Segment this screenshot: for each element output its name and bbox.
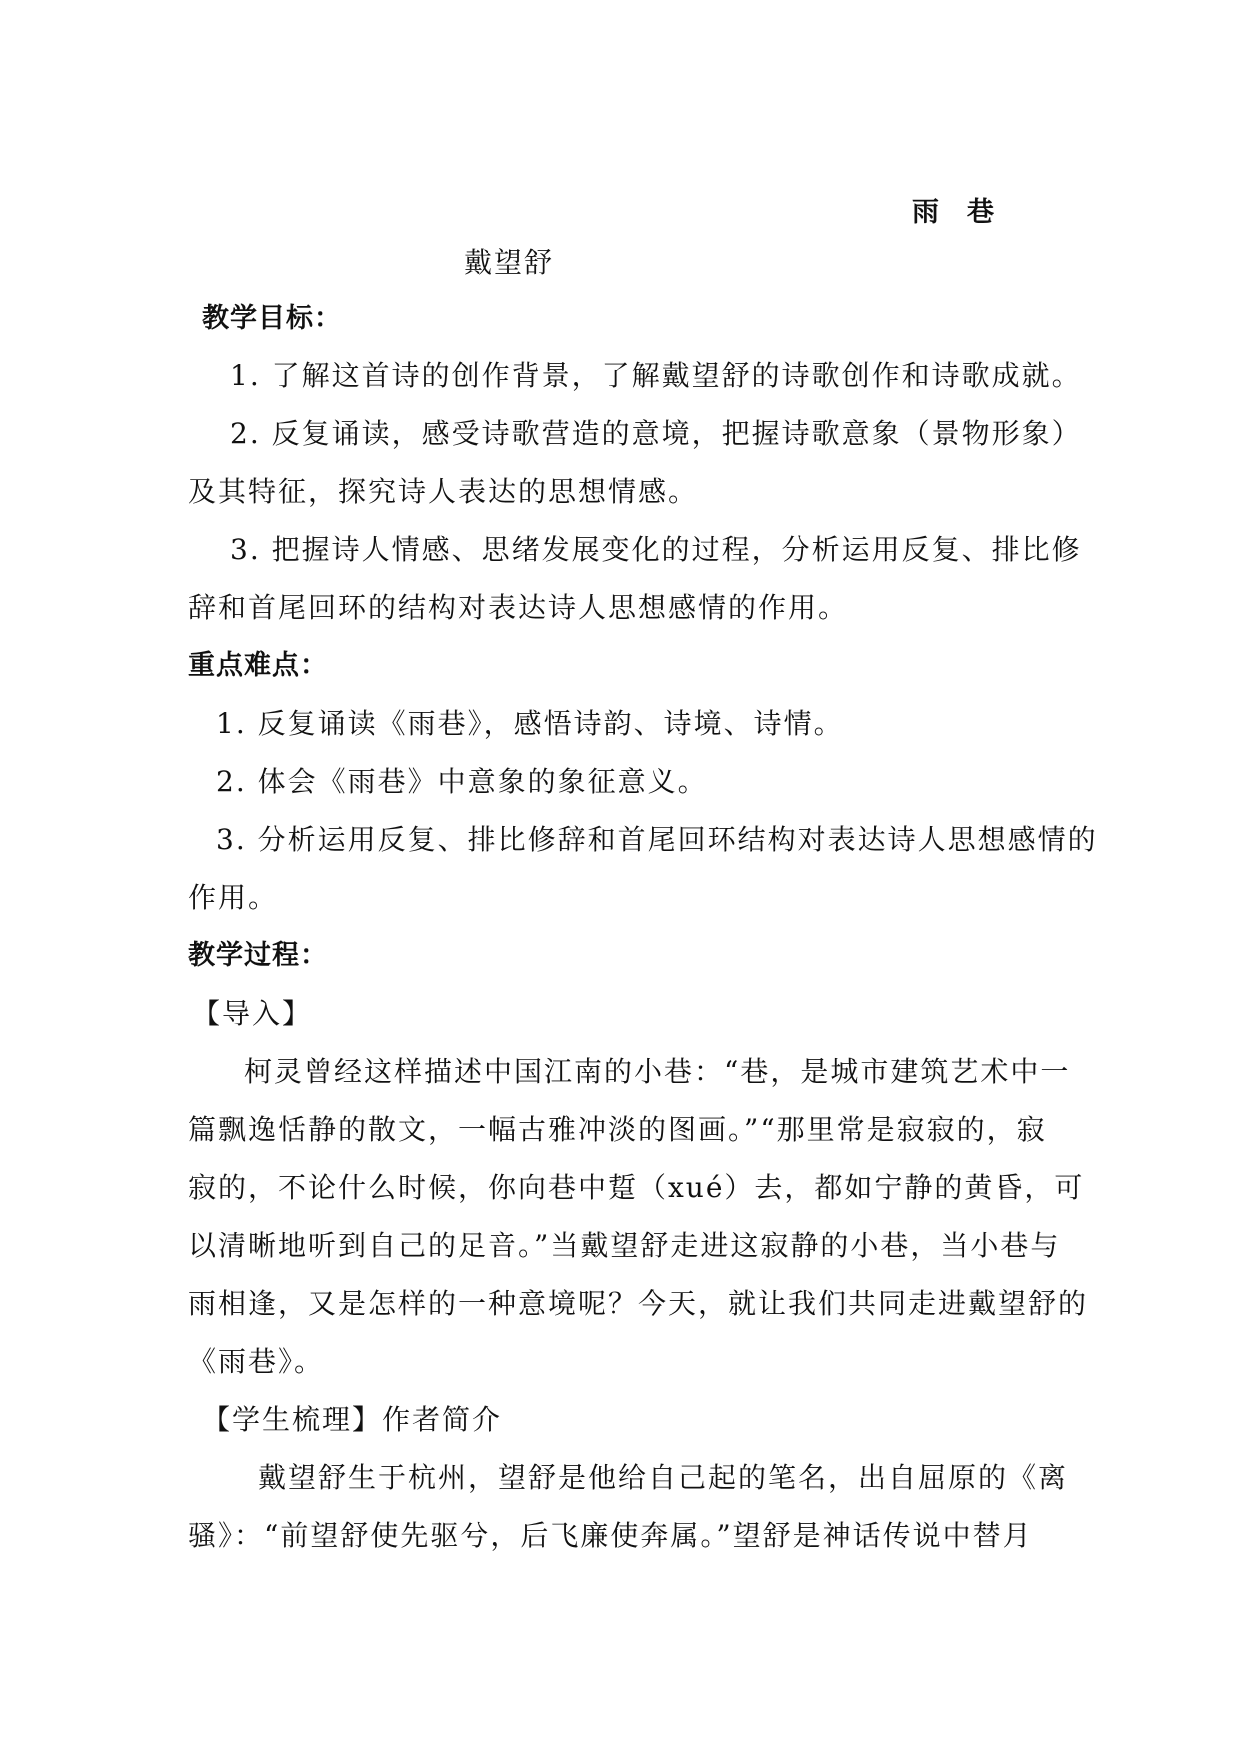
objective-item-1: 1. 了解这首诗的创作背景，了解戴望舒的诗歌创作和诗歌成就。 — [230, 359, 1082, 392]
intro-line-3: 寂的，不论什么时候，你向巷中踅（xué）去，都如宁静的黄昏，可 — [188, 1171, 1085, 1204]
objective-item-3-cont: 辞和首尾回环的结构对表达诗人思想感情的作用。 — [188, 591, 849, 624]
document-title — [912, 195, 994, 231]
intro-line-4: 以清晰地听到自己的足音。”当戴望舒走进这寂静的小巷，当小巷与 — [188, 1229, 1061, 1262]
bio-line-1: 戴望舒生于杭州，望舒是他给自己起的笔名，出自屈原的《离 — [258, 1461, 1069, 1494]
title-char-2: 巷 — [967, 197, 994, 228]
key-point-item-3: 3. 分析运用反复、排比修辞和首尾回环结构对表达诗人思想感情的 — [216, 823, 1098, 856]
intro-line-1: 柯灵曾经这样描述中国江南的小巷：“巷，是城市建筑艺术中一 — [244, 1055, 1071, 1088]
objective-item-2: 2. 反复诵读，感受诗歌营造的意境，把握诗歌意象（景物形象） — [230, 417, 1082, 450]
author-name: 戴望舒 — [464, 246, 555, 279]
key-point-item-2: 2. 体会《雨巷》中意象的象征意义。 — [216, 765, 708, 798]
intro-heading: 【导入】 — [192, 997, 313, 1030]
key-points-heading: 重点难点： — [188, 650, 328, 681]
objective-item-2-cont: 及其特征，探究诗人表达的思想情感。 — [188, 475, 699, 508]
key-point-item-3-cont: 作用。 — [188, 881, 279, 914]
key-point-item-1: 1. 反复诵读《雨巷》，感悟诗韵、诗境、诗情。 — [216, 707, 844, 740]
student-review-heading: 【学生梳理】作者简介 — [202, 1403, 503, 1436]
objectives-heading: 教学目标： — [202, 303, 342, 334]
intro-line-2: 篇飘逸恬静的散文，一幅古雅冲淡的图画。”“那里常是寂寂的，寂 — [188, 1113, 1047, 1146]
title-char-1: 雨 — [912, 197, 939, 228]
intro-line-6: 《雨巷》。 — [188, 1345, 325, 1378]
process-heading: 教学过程： — [188, 940, 328, 971]
bio-line-2: 骚》：“前望舒使先驱兮，后飞廉使奔属。”望舒是神话传说中替月 — [188, 1519, 1033, 1552]
intro-line-5: 雨相逢，又是怎样的一种意境呢？今天，就让我们共同走进戴望舒的 — [188, 1287, 1089, 1320]
objective-item-3: 3. 把握诗人情感、思绪发展变化的过程，分析运用反复、排比修 — [230, 533, 1082, 566]
